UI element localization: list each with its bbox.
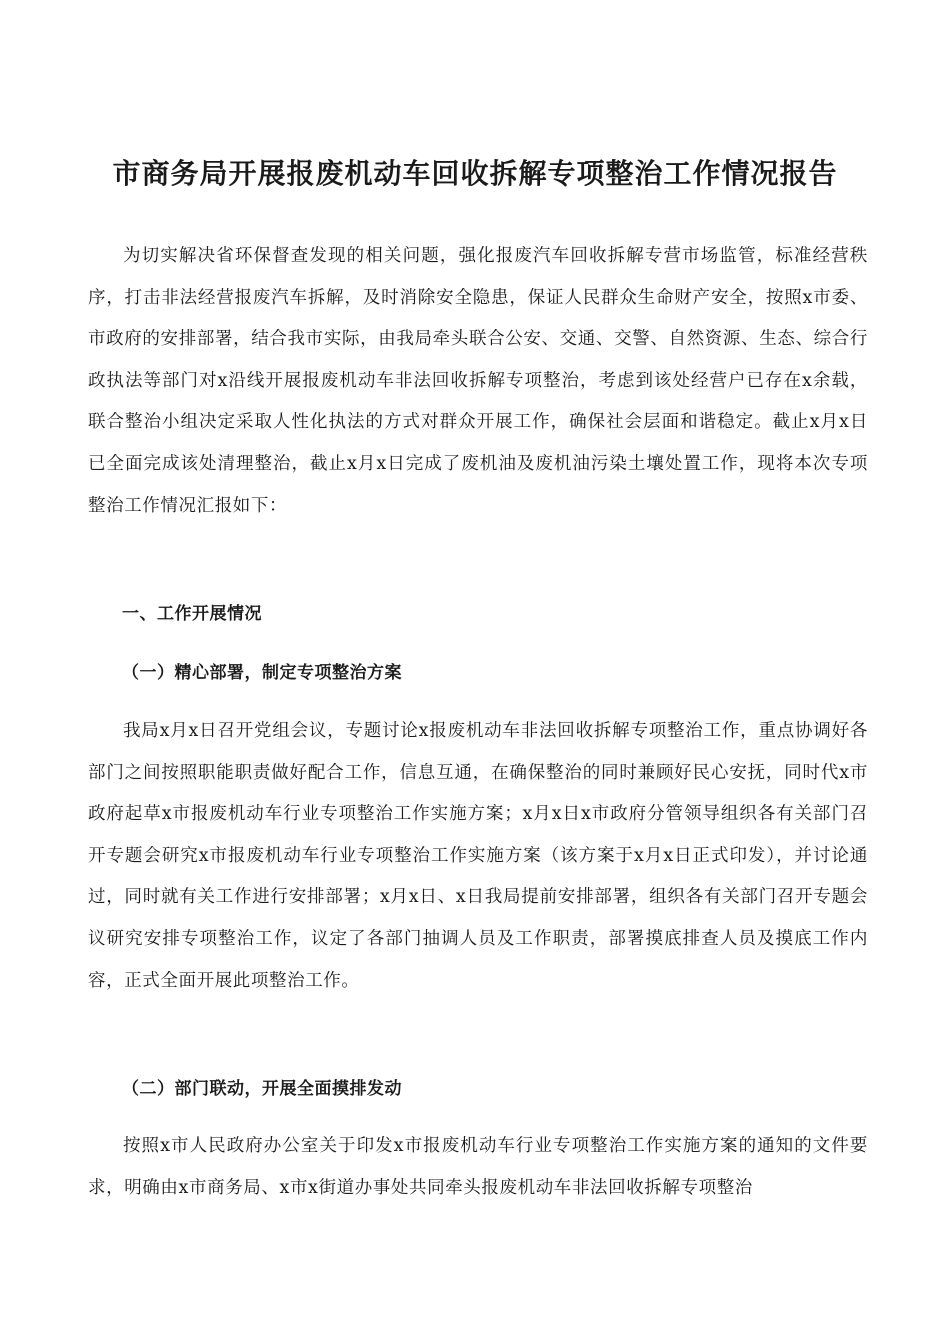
subsection-1-paragraph: 我局x月x日召开党组会议，专题讨论x报废机动车非法回收拆解专项整治工作，重点协调好各部门之间按照职能职责做好配合工作，信息互通，在确保整治的同时兼顾好民心安抚，同时代x市政府起草x市报废机动车行业专项整治工作实施方案；x月x日x市政府分管领导组织各有关部门召开专题会研究x市报废机动车行业专项整治工作实施方案（该方案于x月x日正式印发），并讨论通过，同时就有关工作进行安排部署；x月x日、x日我局提前安排部署，组织各有关部门召开专题会议研究安排专项整治工作，议定了各部门抽调人员及工作职责，部署摸底排查人员及摸底工作内容，正式全面开展此项整治工作。: [88, 721, 868, 991]
document-title: 市商务局开展报废机动车回收拆解专项整治工作情况报告: [112, 157, 838, 190]
section-1-heading: 一、工作开展情况: [122, 604, 262, 624]
subsection-2-heading: （二）部门联动，开展全面摸排发动: [122, 1079, 402, 1099]
subsection-1-heading: （一）精心部署，制定专项整治方案: [122, 663, 402, 683]
intro-paragraph: 为切实解决省环保督查发现的相关问题，强化报废汽车回收拆解专营市场监管，标准经营秩序，打击非法经营报废汽车拆解，及时消除安全隐患，保证人民群众生命财产安全，按照x市委、市政府的安排部署，结合我市实际，由我局牵头联合公安、交通、交警、自然资源、生态、综合行政执法等部门对x沿线开展报废机动车非法回收拆解专项整治，考虑到该处经营户已存在x余载，联合整治小组决定采取人性化执法的方式对群众开展工作，确保社会层面和谐稳定。截止x月x日已全面完成该处清理整治，截止x月x日完成了废机油及废机油污染土壤处置工作，现将本次专项整治工作情况汇报如下：: [88, 246, 868, 516]
subsection-2-paragraph: 按照x市人民政府办公室关于印发x市报废机动车行业专项整治工作实施方案的通知的文件要求，明确由x市商务局、x市x街道办事处共同牵头报废机动车非法回收拆解专项整治: [88, 1136, 868, 1198]
